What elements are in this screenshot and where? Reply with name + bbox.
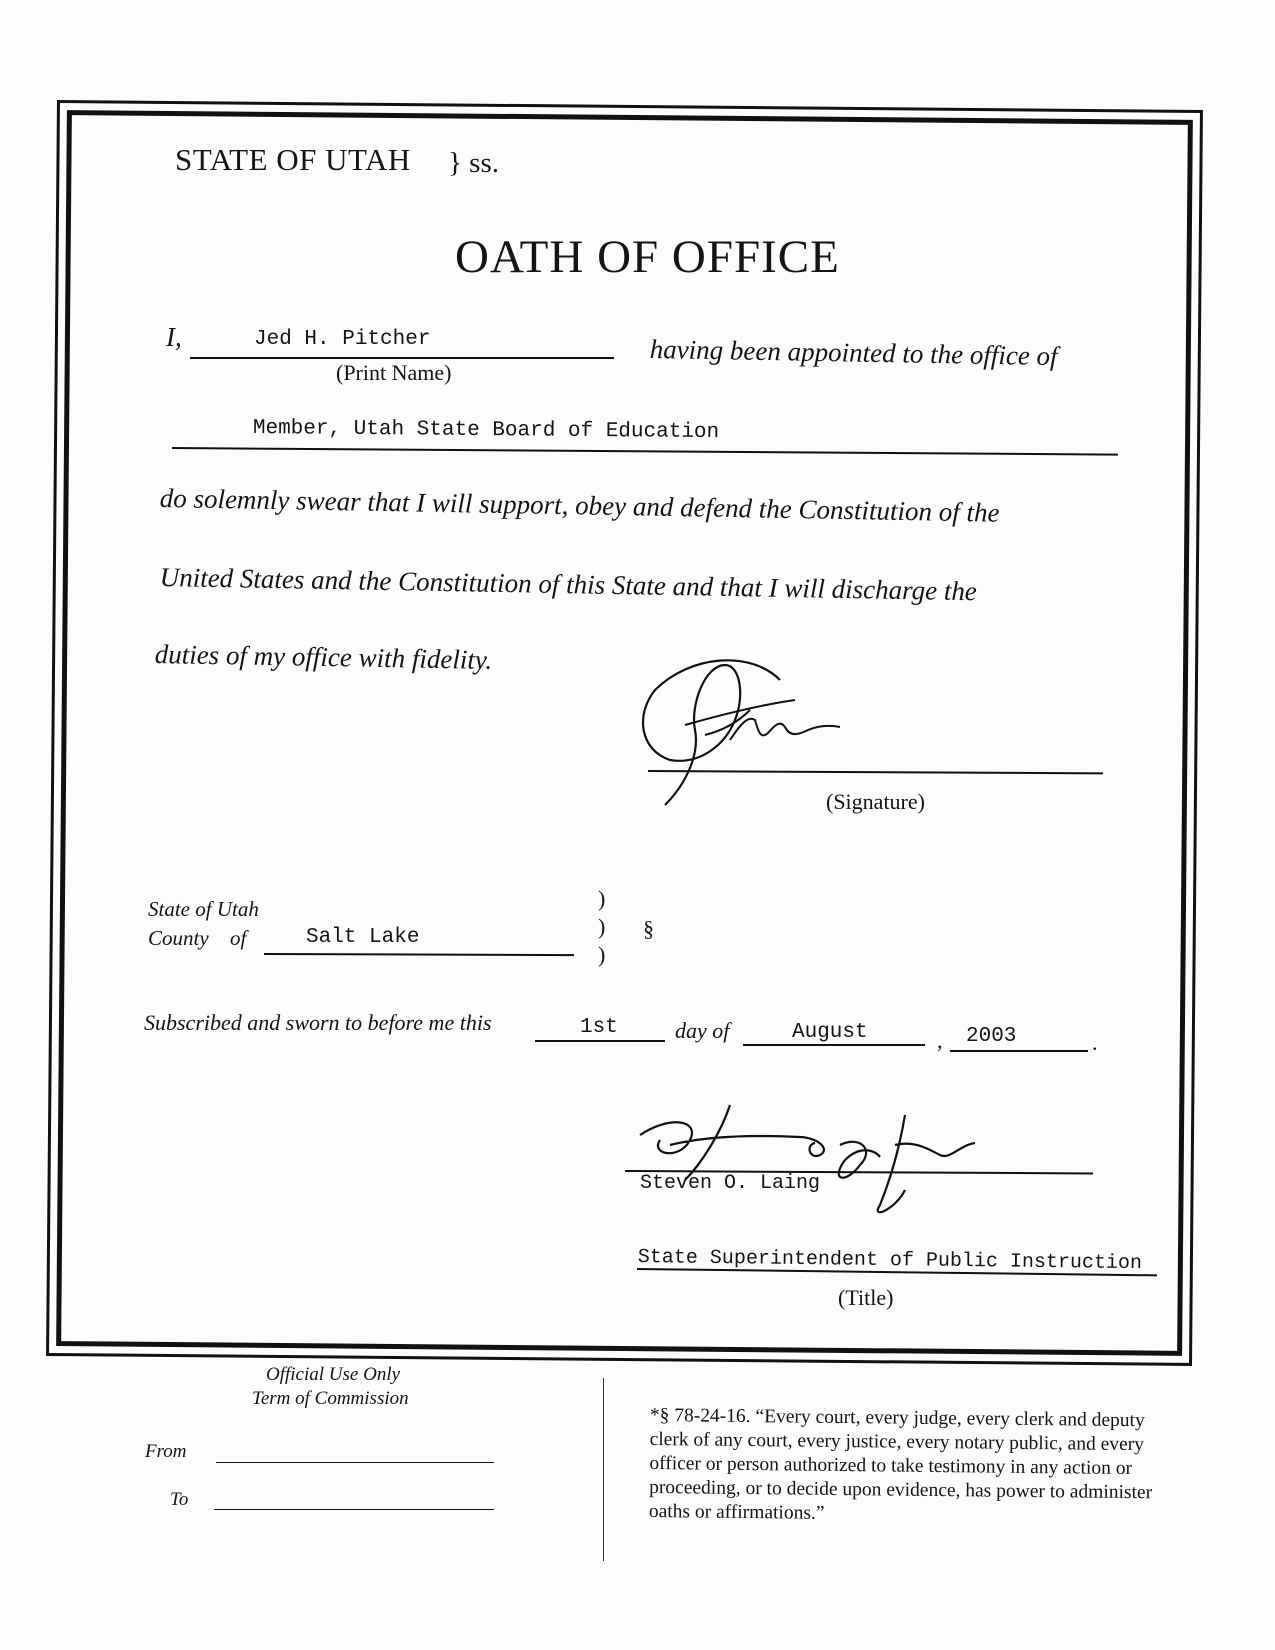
document-inner-border [56,110,1193,1356]
from-label: From [145,1441,187,1462]
paren-3: ) [598,942,606,967]
to-line [214,1509,494,1510]
paren-2: ) [598,914,606,939]
statute-citation: *§ 78-24-16. “Every court, every judge, every clerk and deputy clerk of any court, every justice, every notary public, and every officer or person authorized to take testimony in any action or proceeding, or to decide upon evidence, has power to administer oaths or affirmations.” [648,1405,1153,1524]
year-value: 2003 [966,1025,1017,1048]
section-symbol: § [643,916,654,941]
to-label: To [170,1489,189,1510]
print-name-line [190,357,614,359]
state-heading: STATE OF UTAH [175,142,411,177]
oath-line-2: United States and the Constitution of this State and that I will discharge the [159,562,978,607]
footer-divider [603,1378,604,1561]
office-value: Member, Utah State Board of Education [252,417,720,445]
day-of-text: day of [675,1018,730,1043]
from-line [216,1462,494,1463]
date-comma: , [937,1028,943,1053]
month-value: August [792,1021,868,1044]
oath-line-3: duties of my office with fidelity. [154,639,493,675]
venue-state-label: State of Utah [148,897,259,921]
official-signature [630,1095,990,1225]
signature-caption: (Signature) [826,789,925,814]
official-title: State Superintendent of Public Instruction [637,1246,1143,1276]
i-label: I, [166,322,182,352]
print-name-caption: (Print Name) [336,360,452,385]
paren-1: ) [598,886,606,911]
document-border [46,100,1203,1366]
date-period: . [1092,1030,1098,1055]
year-line [950,1050,1088,1052]
title-caption: (Title) [838,1285,894,1310]
day-value: 1st [580,1016,618,1039]
subscribed-text: Subscribed and sworn to before me this [144,1010,492,1035]
official-name: Steven O. Laing [640,1172,821,1195]
term-of-commission-heading: Term of Commission [252,1388,409,1409]
official-use-heading: Official Use Only [266,1364,401,1385]
month-line [743,1044,925,1046]
venue-county-label: County [148,926,209,950]
venue-of-label: of [230,926,247,950]
county-value: Salt Lake [306,926,420,949]
ss-label: } ss. [448,147,499,179]
document-title: OATH OF OFFICE [455,231,840,283]
oath-line-1: do solemnly swear that I will support, obey and defend the Constitution of the [159,483,1000,528]
appointed-text: having been appointed to the office of [649,334,1058,372]
day-line [535,1040,665,1042]
print-name-value: Jed H. Pitcher [254,328,431,351]
